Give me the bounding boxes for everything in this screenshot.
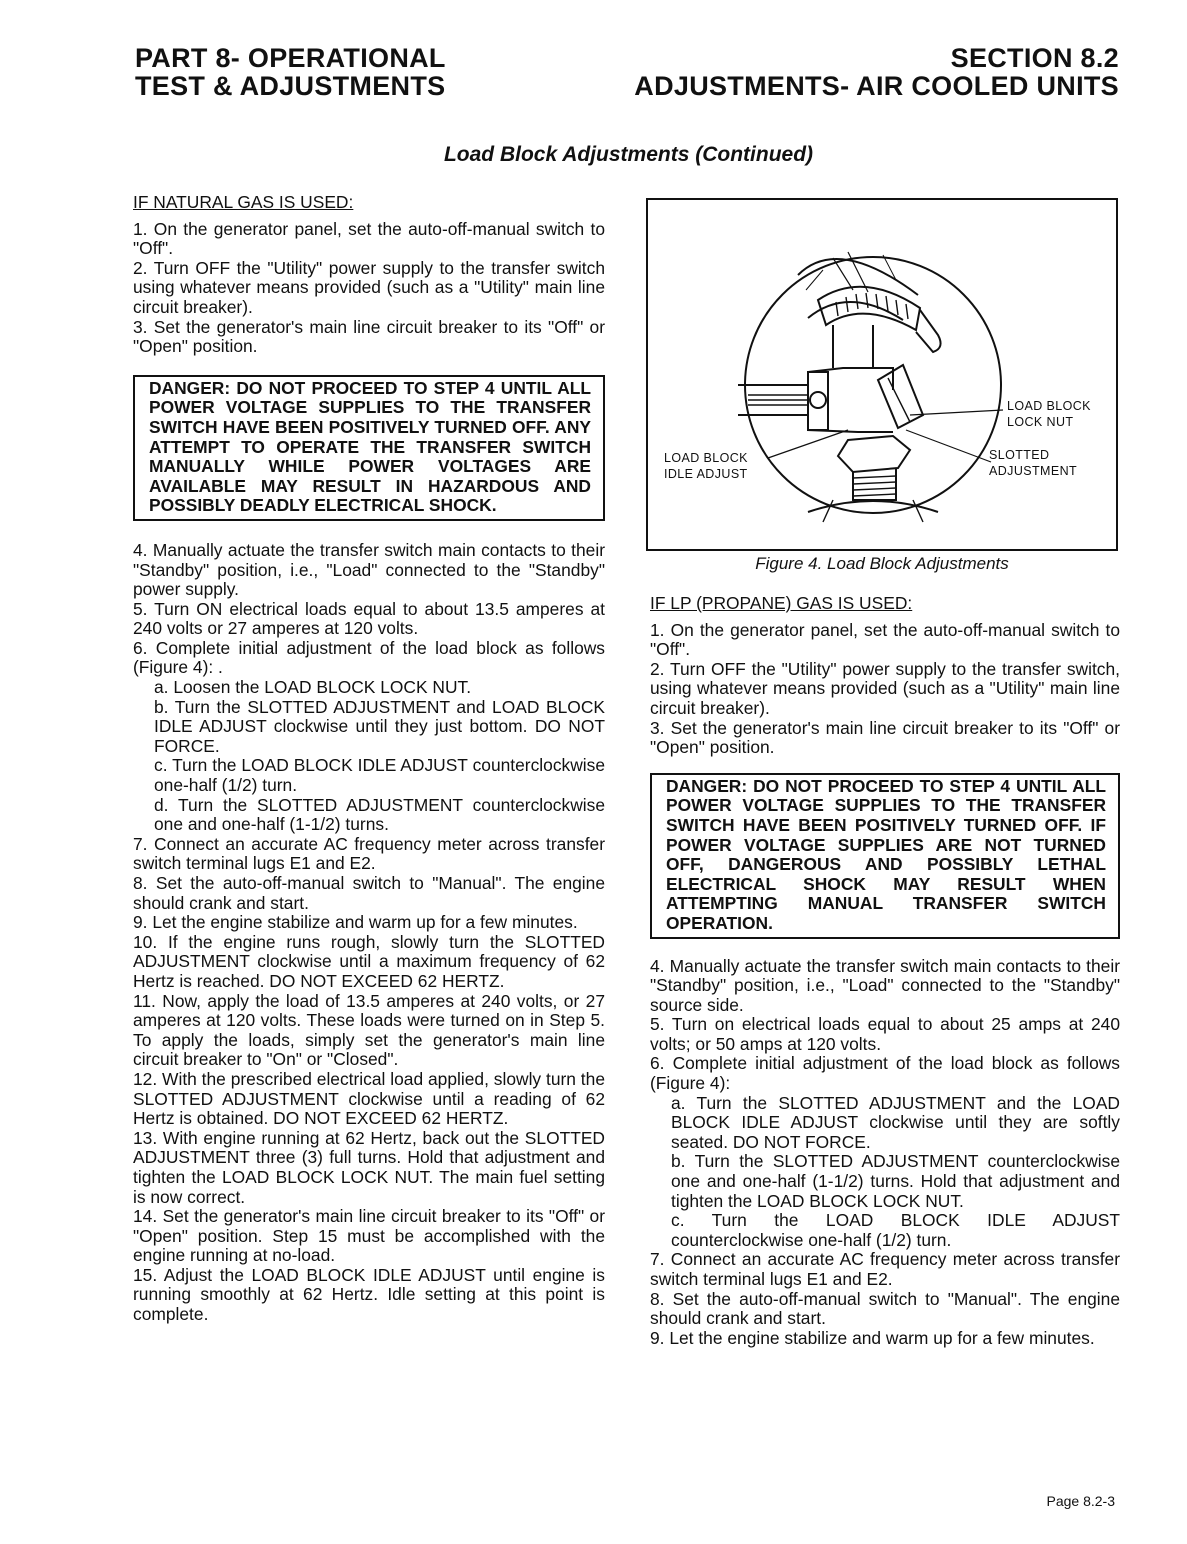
page-subtitle: Load Block Adjustments (Continued)	[443, 143, 814, 166]
section-title-line1: SECTION 8.2	[950, 43, 1119, 73]
ng-step-5: 5. Turn ON electrical loads equal to about 13.5 amperes at 240 volts or 27 amperes at 120 volts.	[133, 598, 605, 639]
lp-gas-column	[650, 594, 1120, 1348]
ng-danger-box: DANGER: DO NOT PROCEED TO STEP 4 UNTIL ALL POWER VOLTAGE SUPPLIES TO THE TRANSFER SWITCH HAVE BEEN POSITIVELY TURNED OFF. ANY ATTEMPT TO OPERATE THE TRANSFER SWITCH MANUALLY WHILE POWER VOLTAGES ARE AVAILABLE MAY RESULT IN HAZARDOUS AND POSSIBLY DEADLY ELECTRICAL SHOCK.	[133, 375, 605, 521]
lp-step-6: 6. Complete initial adjustment of the load block as follows (Figure 4):	[650, 1053, 1120, 1094]
label-lock-nut-line2: LOCK NUT	[1007, 415, 1074, 429]
figure-caption: Figure 4. Load Block Adjustments	[755, 554, 1009, 573]
label-idle-line2: IDLE ADJUST	[664, 467, 748, 481]
lp-step-1: 1. On the generator panel, set the auto-off-manual switch to "Off".	[650, 619, 1120, 660]
lp-step-6b: b. Turn the SLOTTED ADJUSTMENT counterclockwise one and one-half (1-1/2) turns. Hold that adjustment and tighten the LOAD BLOCK LOCK NUT.	[671, 1151, 1120, 1211]
label-slotted-adjustment	[989, 447, 1077, 479]
part-title	[135, 44, 446, 100]
lp-gas-heading: IF LP (PROPANE) GAS IS USED:	[650, 593, 913, 613]
natural-gas-column	[133, 193, 605, 1325]
ng-step-7: 7. Connect an accurate AC frequency meter across transfer switch terminal lugs E1 and E2.	[133, 833, 605, 874]
ng-step-12: 12. With the prescribed electrical load applied, slowly turn the SLOTTED ADJUSTMENT clockwise until a reading of 62 Hertz is obtained. DO NOT EXCEED 62 HERTZ.	[133, 1068, 605, 1129]
section-title	[634, 44, 1119, 100]
section-title-line2: ADJUSTMENTS- AIR COOLED UNITS	[634, 71, 1119, 101]
label-slotted-line2: ADJUSTMENT	[989, 464, 1078, 478]
ng-step-1: 1. On the generator panel, set the auto-off-manual switch to "Off".	[133, 218, 605, 259]
clamp-screw	[916, 310, 941, 352]
ng-step-6c: c. Turn the LOAD BLOCK IDLE ADJUST counterclockwise one-half (1/2) turn.	[154, 755, 605, 796]
page-number: Page 8.2-3	[1046, 1493, 1115, 1509]
lp-step-2: 2. Turn OFF the "Utility" power supply to the transfer switch, using whatever means provided (such as a "Utility" main line circuit breaker).	[650, 658, 1120, 718]
lp-step-5: 5. Turn on electrical loads equal to about 25 amps at 240 volts; or 50 amps at 120 volts.	[650, 1014, 1120, 1054]
ng-step-6b: b. Turn the SLOTTED ADJUSTMENT and LOAD BLOCK IDLE ADJUST clockwise until they just bottom. DO NOT FORCE.	[154, 696, 605, 756]
ng-step-15: 15. Adjust the LOAD BLOCK IDLE ADJUST until engine is running smoothly at 62 Hertz. Idle setting at this point is complete.	[133, 1264, 605, 1325]
lp-step-6c: c. Turn the LOAD BLOCK IDLE ADJUST counterclockwise one-half (1/2) turn.	[671, 1210, 1120, 1250]
part-title-line1: PART 8- OPERATIONAL	[135, 43, 446, 73]
load-block-illustration	[648, 200, 1116, 549]
ng-step-10: 10. If the engine runs rough, slowly turn the SLOTTED ADJUSTMENT clockwise until a maximum frequency of 62 Hertz is reached. DO NOT EXCEED 62 HERTZ.	[133, 931, 605, 991]
lp-step-6a: a. Turn the SLOTTED ADJUSTMENT and the LOAD BLOCK IDLE ADJUST clockwise until they are softly seated. DO NOT FORCE.	[671, 1092, 1120, 1152]
ng-step-6a: a. Loosen the LOAD BLOCK LOCK NUT.	[154, 677, 472, 698]
nipple	[833, 325, 873, 368]
lp-step-4: 4. Manually actuate the transfer switch main contacts to their "Standby" position, i.e., "Load" connected to the "Standby" source side.	[650, 955, 1120, 1015]
label-idle-line1: LOAD BLOCK	[664, 451, 748, 465]
ng-step-9: 9. Let the engine stabilize and warm up for a few minutes.	[133, 912, 578, 933]
base-curve	[808, 501, 938, 512]
label-slotted-line1: SLOTTED	[989, 448, 1050, 462]
ng-step-8: 8. Set the auto-off-manual switch to "Manual". The engine should crank and start.	[133, 873, 605, 913]
load-block-figure	[646, 198, 1118, 551]
hose-clamp	[818, 287, 920, 330]
slotted-screw	[878, 365, 923, 428]
lp-step-7: 7. Connect an accurate AC frequency meter across transfer switch terminal lugs E1 and E2.	[650, 1249, 1120, 1289]
natural-gas-heading: IF NATURAL GAS IS USED:	[133, 192, 354, 212]
ng-step-2: 2. Turn OFF the "Utility" power supply to the transfer switch using whatever means provided (such as a "Utility" main line circuit breaker).	[133, 257, 605, 317]
label-lock-nut-line1: LOAD BLOCK	[1007, 399, 1091, 413]
lock-nut	[838, 436, 910, 472]
ng-step-6: 6. Complete initial adjustment of the load block as follows (Figure 4): .	[133, 637, 605, 678]
lp-step-8: 8. Set the auto-off-manual switch to "Manual". The engine should crank and start.	[650, 1288, 1120, 1329]
hose-top-edge	[798, 259, 918, 295]
ng-step-11: 11. Now, apply the load of 13.5 amperes at 240 volts, or 27 amperes at 120 volts. These loads were turned on in Step 5. To apply the loads, simply set the generator's main line circuit breaker to "On" or "Closed".	[133, 990, 605, 1070]
part-title-line2: TEST & ADJUSTMENTS	[135, 71, 446, 101]
label-load-block-lock-nut	[1007, 398, 1091, 430]
ng-step-4: 4. Manually actuate the transfer switch main contacts to their "Standby" position, i.e., "Load" connected to the "Standby" power supply.	[133, 539, 605, 600]
ng-step-3: 3. Set the generator's main line circuit breaker to its "Off" or "Open" position.	[133, 316, 605, 357]
label-load-block-idle-adjust	[664, 450, 748, 482]
lp-step-9: 9. Let the engine stabilize and warm up for a few minutes.	[650, 1327, 1095, 1348]
ng-step-13: 13. With engine running at 62 Hertz, back out the SLOTTED ADJUSTMENT three (3) full turns. Hold that adjustment and tighten the LOAD BLOCK LOCK NUT. The main fuel setting is now correct.	[133, 1127, 605, 1207]
lp-danger-box: DANGER: DO NOT PROCEED TO STEP 4 UNTIL ALL POWER VOLTAGE SUPPLIES TO THE TRANSFER SWITCH HAVE BEEN POSITIVELY TURNED OFF. IF POWER VOLTAGE SUPPLIES ARE NOT TURNED OFF, DANGEROUS AND POSSIBLY LETHAL ELECTRICAL SHOCK MAY RESULT WHEN ATTEMPTING MANUAL TRANSFER SWITCH OPERATION.	[650, 773, 1120, 939]
lp-step-3: 3. Set the generator's main line circuit breaker to its "Off" or "Open" position.	[650, 717, 1120, 758]
ng-step-6d: d. Turn the SLOTTED ADJUSTMENT counterclockwise one and one-half (1-1/2) turns.	[154, 794, 605, 835]
ng-step-14: 14. Set the generator's main line circuit breaker to its "Off" or "Open" position. Step 15 must be accomplished with the engine running at no-load.	[133, 1206, 605, 1266]
